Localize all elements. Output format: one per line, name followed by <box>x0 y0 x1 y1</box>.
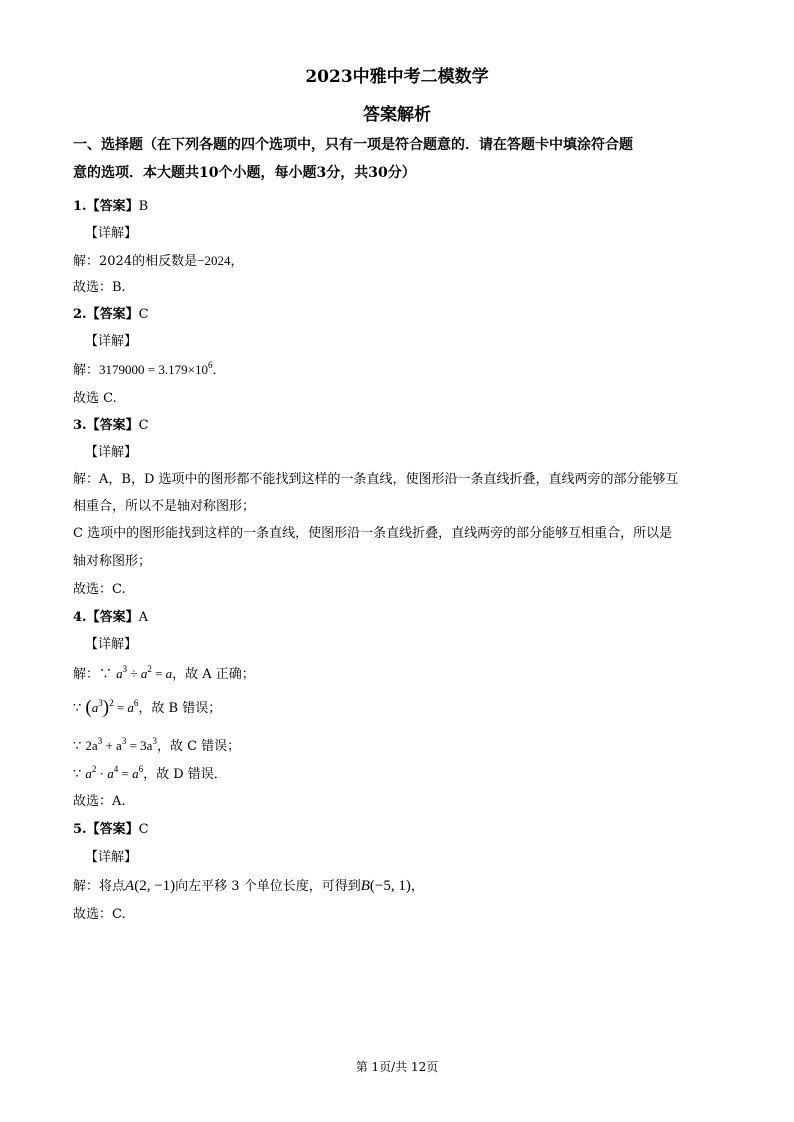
q4-choose: 故选：A. <box>73 794 126 809</box>
solution-prefix: 解： <box>73 472 100 487</box>
math-exp: 3 <box>97 736 103 746</box>
q5-detail-label: 【详解】 <box>85 850 138 865</box>
q5-answer-line <box>73 820 149 840</box>
math-var: a <box>116 666 123 681</box>
math-exp: 3 <box>122 664 128 674</box>
q5-choose: 故选：C. <box>73 907 126 922</box>
solution-prefix: 解： <box>73 254 100 269</box>
q3-paragraph-1b: 相重合，所以不是轴对称图形； <box>73 499 256 514</box>
math-exp: 3 <box>121 736 127 746</box>
math-exp: 3 <box>152 736 157 746</box>
close-paren: ) <box>102 697 110 718</box>
q4-detail-label: 【详解】 <box>85 637 138 652</box>
q5-solution <box>73 876 424 897</box>
math-exp: 2 <box>109 698 114 708</box>
math-term: 2a <box>85 738 98 753</box>
q4-line-b <box>73 698 221 719</box>
q4-answer-line <box>73 608 148 628</box>
math-exp: 4 <box>113 764 119 774</box>
math-var: a <box>85 766 92 781</box>
q3-paragraph-2a: C 选项中的图形能找到这样的一条直线，使图形沿一条直线折叠，直线两旁的部分能够互相重合，所以是 <box>73 526 673 541</box>
q3-paragraph-2b: 轴对称图形； <box>73 554 152 569</box>
q5-text-post: ， <box>410 879 424 894</box>
math-var: a <box>132 766 139 781</box>
solution-prefix: 解： <box>73 667 100 682</box>
q5-point-a: A <box>125 878 135 894</box>
q5-coord-a: (2, −1) <box>134 878 176 894</box>
q4-line-a <box>73 664 255 685</box>
math-term: a <box>116 738 122 753</box>
q1-solution-expression: −2024 <box>197 253 231 268</box>
because-symbol: ∵ <box>99 667 113 682</box>
q1-answer: B <box>138 199 149 214</box>
math-term: 3a <box>140 738 153 753</box>
q3-answer-line <box>73 416 149 436</box>
math-exp: 6 <box>138 764 144 774</box>
q5-point-b: B <box>360 878 370 894</box>
q2-expr-end: ． <box>212 363 226 378</box>
math-var: a <box>91 700 99 715</box>
solution-prefix: 解： <box>73 879 100 894</box>
q1-solution-text: 2024的相反数是 <box>99 254 198 269</box>
q4-number: 4. <box>73 610 87 625</box>
q3-choose: 故选：C. <box>73 582 126 597</box>
q3-text-1a: A，B，D 选项中的图形都不能找到这样的一条直线，使图形沿一条直线折叠，直线两旁的部分能够互 <box>99 472 679 487</box>
q1-detail-label: 【详解】 <box>85 226 138 241</box>
q2-answer-line <box>73 305 149 325</box>
math-exp: 2 <box>91 764 97 774</box>
math-eq: = <box>118 766 133 781</box>
math-exp: 3 <box>98 698 103 708</box>
q4-line-c-text: ，故 C 错误； <box>156 739 241 754</box>
q1-number: 1. <box>73 199 87 214</box>
math-var: a <box>127 700 134 715</box>
q2-choose: 故选 C. <box>73 391 117 406</box>
section-heading-line-2: 意的选项．本大题共10个小题，每小题3分，共30分） <box>73 165 416 181</box>
q1-solution-end: ， <box>230 254 244 269</box>
q2-number: 2. <box>73 307 87 322</box>
q3-answer: C <box>138 418 149 433</box>
math-var: a <box>165 666 173 681</box>
q3-detail-label: 【详解】 <box>85 445 138 460</box>
document-subtitle: 答案解析 <box>363 105 431 125</box>
document-title: 2023中雅中考二模数学 <box>305 67 489 87</box>
q1-solution <box>73 251 243 272</box>
q5-text-mid: 向左平移 3 个单位长度，可得到 <box>175 879 361 894</box>
q1-choose: 故选：B. <box>73 280 126 295</box>
q3-paragraph-1a <box>73 470 679 490</box>
because-symbol: ∵ <box>73 701 82 716</box>
math-op: · <box>96 766 108 781</box>
q1-answer-line <box>73 197 148 217</box>
math-exp: 2 <box>147 664 152 674</box>
q2-answer: C <box>138 307 149 322</box>
q5-answer: C <box>138 822 149 837</box>
q5-text-pre: 将点 <box>99 879 126 894</box>
math-op: ÷ <box>127 666 141 681</box>
q2-solution <box>73 360 225 381</box>
because-symbol: ∵ <box>73 767 82 782</box>
q2-expr-right: 3.179×10 <box>158 362 208 377</box>
math-op: + <box>102 738 117 753</box>
answer-label: 【答案】 <box>86 307 139 322</box>
math-eq: = <box>126 738 141 753</box>
section-heading-line-1: 一、选择题（在下列各题的四个选项中，只有一项是符合题意的．请在答题卡中填涂符合题 <box>73 137 633 153</box>
q2-detail-label: 【详解】 <box>85 334 138 349</box>
q4-line-d-text: ，故 D 错误． <box>143 767 227 782</box>
math-exp: 6 <box>133 698 139 708</box>
because-symbol: ∵ <box>73 739 82 754</box>
answer-label: 【答案】 <box>86 822 139 837</box>
q2-expr-left: 3179000 <box>99 362 145 377</box>
open-paren: ( <box>85 697 92 718</box>
math-eq: = <box>113 700 128 715</box>
solution-prefix: 解： <box>73 363 100 378</box>
q4-answer: A <box>138 610 148 625</box>
q4-line-b-text: ，故 B 错误； <box>138 701 222 716</box>
page-footer: 第 1页/共 12页 <box>355 1060 439 1074</box>
q4-line-d <box>73 764 227 785</box>
q2-expr-eq: = <box>144 362 159 377</box>
q3-number: 3. <box>73 418 87 433</box>
q2-expr-exponent: 6 <box>207 360 213 370</box>
q5-coord-b: (−5, 1) <box>369 878 411 894</box>
answer-label: 【答案】 <box>86 610 139 625</box>
q5-number: 5. <box>73 822 87 837</box>
math-var: a <box>107 766 114 781</box>
answer-label: 【答案】 <box>86 418 139 433</box>
q4-line-a-text: ，故 A 正确； <box>172 667 255 682</box>
q4-line-c <box>73 736 240 757</box>
math-eq: = <box>151 666 166 681</box>
answer-label: 【答案】 <box>86 199 139 214</box>
math-var: a <box>140 666 148 681</box>
